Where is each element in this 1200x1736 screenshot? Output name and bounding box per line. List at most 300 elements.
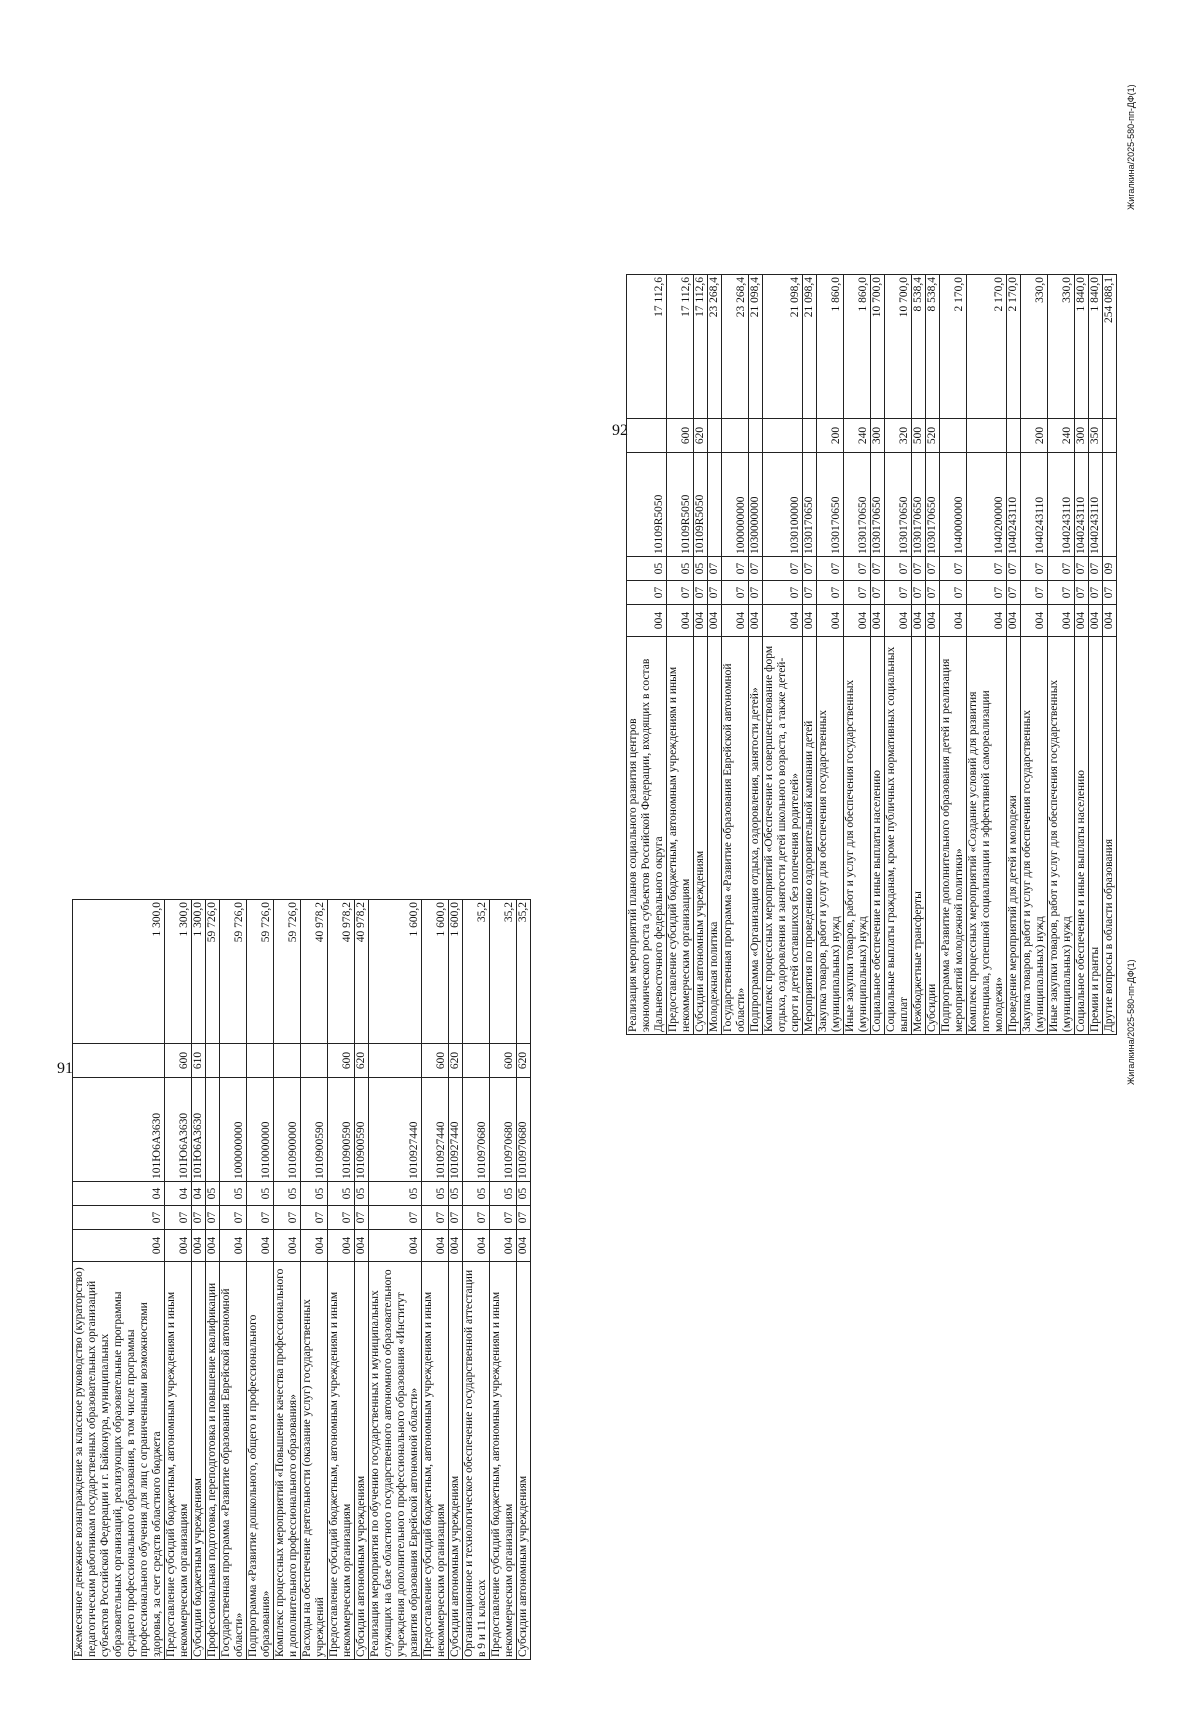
row-name: Премии и гранты	[1089, 637, 1103, 1035]
target-item-code: 1010927440	[449, 1078, 463, 1182]
subsection-code: 05	[301, 1182, 328, 1206]
table-row	[165, 900, 192, 1660]
subsection-code: 05	[369, 1182, 422, 1206]
target-item-code: 1030170650	[844, 453, 871, 557]
expense-type-code: 600	[422, 1044, 449, 1078]
table-row	[926, 275, 940, 1035]
section-code: 07	[355, 1206, 369, 1230]
amount: 21 098,4	[763, 275, 803, 419]
ministry-code: 004	[926, 605, 940, 637]
section-code: 07	[422, 1206, 449, 1230]
subsection-code: 04	[165, 1182, 192, 1206]
table-row	[912, 275, 926, 1035]
target-item-code: 1040000000	[940, 453, 967, 557]
table-row	[1021, 275, 1048, 1035]
target-item-code	[1103, 453, 1117, 557]
target-item-code	[708, 453, 722, 557]
row-name: Комплекс процессных мероприятий «Повышение качества профессионального и дополнительного профессионального образования»	[274, 1262, 301, 1660]
target-item-code: 1030170650	[912, 453, 926, 557]
amount: 2 170,0	[1007, 275, 1021, 419]
expense-type-code	[749, 419, 763, 453]
table-row	[274, 900, 301, 1660]
ministry-code: 004	[220, 1230, 247, 1262]
section-code: 07	[844, 581, 871, 605]
budget-table	[72, 899, 531, 1660]
table-row	[206, 900, 220, 1660]
row-name: Государственная программа «Развитие образования Еврейской автономной области»	[722, 637, 749, 1035]
row-name: Профессиональная подготовка, переподготовка и повышение квалификации	[206, 1262, 220, 1660]
section-code: 07	[192, 1206, 206, 1230]
ministry-code: 004	[247, 1230, 274, 1262]
subsection-code: 09	[1103, 557, 1117, 581]
section-code: 07	[490, 1206, 517, 1230]
expense-type-code	[803, 419, 817, 453]
target-item-code: 1030170650	[871, 453, 885, 557]
budget-table	[626, 274, 1117, 1035]
target-item-code: 1030170650	[817, 453, 844, 557]
subsection-code: 07	[885, 557, 912, 581]
amount: 21 098,4	[749, 275, 763, 419]
section-code: 07	[803, 581, 817, 605]
section-code: 07	[627, 581, 667, 605]
table-row	[449, 900, 463, 1660]
row-name: Субсидии автономным учреждениям	[517, 1262, 531, 1660]
section-code: 07	[885, 581, 912, 605]
amount: 35,2	[517, 900, 531, 1044]
expense-type-code	[206, 1044, 220, 1078]
subsection-code: 07	[803, 557, 817, 581]
target-item-code: 101Ю6А3630	[73, 1078, 165, 1182]
table-row	[192, 900, 206, 1660]
row-name: Субсидии бюджетным учреждениям	[192, 1262, 206, 1660]
page-number: 92	[612, 422, 628, 439]
row-name: Подпрограмма «Развитие дошкольного, общего и профессионального образования»	[247, 1262, 274, 1660]
ministry-code: 004	[1075, 605, 1089, 637]
amount: 40 978,2	[355, 900, 369, 1044]
row-name: Закупка товаров, работ и услуг для обеспечения государственных (муниципальных) нужд	[817, 637, 844, 1035]
expense-type-code	[369, 1044, 422, 1078]
target-item-code: 10109R5050	[667, 453, 694, 557]
expense-type-code	[220, 1044, 247, 1078]
ministry-code: 004	[844, 605, 871, 637]
expense-type-code	[73, 1044, 165, 1078]
expense-type-code	[1103, 419, 1117, 453]
amount: 35,2	[490, 900, 517, 1044]
ministry-code: 004	[1021, 605, 1048, 637]
expense-type-code	[1007, 419, 1021, 453]
subsection-code: 07	[926, 557, 940, 581]
row-name: Комплекс процессных мероприятий «Обеспечение и совершенствование форм отдыха, оздоровления и занятости детей школьного возраста, а также детей-сирот и детей оставшихся без попечения родителей»	[763, 637, 803, 1035]
subsection-code: 04	[192, 1182, 206, 1206]
table-row	[885, 275, 912, 1035]
expense-type-code	[708, 419, 722, 453]
ministry-code: 004	[490, 1230, 517, 1262]
table-row	[817, 275, 844, 1035]
row-name: Предоставление субсидий бюджетным, автономным учреждениям и иным некоммерческим организациям	[328, 1262, 355, 1660]
expense-type-code: 320	[885, 419, 912, 453]
amount: 8 538,4	[912, 275, 926, 419]
section-code: 07	[708, 581, 722, 605]
target-item-code	[206, 1078, 220, 1182]
subsection-code: 05	[355, 1182, 369, 1206]
amount: 1 860,0	[817, 275, 844, 419]
row-name: Ежемесячное денежное вознаграждение за классное руководство (кураторство) педагогическим работникам государственных образовательных организаций субъектов Российской Федерации и г. Байконура, муниципальных образовательных организаций, реализующих образовательные программы среднего профессионального образования, в том числе программы профессионального обучения для лиц с ограниченными возможностями здоровья, за счет средств областного бюджета	[73, 1262, 165, 1660]
amount: 10 700,0	[885, 275, 912, 419]
section-code: 07	[517, 1206, 531, 1230]
section-code: 07	[967, 581, 1007, 605]
section-code: 07	[940, 581, 967, 605]
row-name: Молодежная политика	[708, 637, 722, 1035]
row-name: Иные закупки товаров, работ и услуг для обеспечения государственных (муниципальных) нужд	[844, 637, 871, 1035]
section-code: 07	[274, 1206, 301, 1230]
table-row	[708, 275, 722, 1035]
amount: 330,0	[1021, 275, 1048, 419]
expense-type-code	[247, 1044, 274, 1078]
target-item-code: 1010970680	[490, 1078, 517, 1182]
subsection-code: 07	[749, 557, 763, 581]
ministry-code: 004	[1048, 605, 1075, 637]
section-code: 07	[1048, 581, 1075, 605]
row-name: Другие вопросы в области образования	[1103, 637, 1117, 1035]
section-code: 07	[912, 581, 926, 605]
target-item-code: 1010900590	[301, 1078, 328, 1182]
subsection-code: 07	[940, 557, 967, 581]
ministry-code: 004	[667, 605, 694, 637]
table-row	[694, 275, 708, 1035]
row-name: Предоставление субсидий бюджетным, автономным учреждениям и иным некоммерческим организациям	[422, 1262, 449, 1660]
target-item-code: 1030170650	[885, 453, 912, 557]
target-item-code: 1010000000	[247, 1078, 274, 1182]
row-name: Реализация мероприятия по обучению государственных и муниципальных служащих на базе областного государственного автономного образовательного учреждения дополнительного профессионального образования «Институт развития образования Еврейской автономной области»	[369, 1262, 422, 1660]
section-code: 07	[763, 581, 803, 605]
row-name: Предоставление субсидий бюджетным, автономным учреждениям и иным некоммерческим организациям	[165, 1262, 192, 1660]
table-row	[422, 900, 449, 1660]
amount: 2 170,0	[940, 275, 967, 419]
target-item-code: 1040243110	[1048, 453, 1075, 557]
subsection-code: 07	[967, 557, 1007, 581]
ministry-code: 004	[274, 1230, 301, 1262]
row-name: Расходы на обеспечение деятельности (оказание услуг) государственных учреждений	[301, 1262, 328, 1660]
table-row	[844, 275, 871, 1035]
subsection-code: 05	[694, 557, 708, 581]
table-row	[517, 900, 531, 1660]
ministry-code: 004	[817, 605, 844, 637]
amount: 59 726,0	[220, 900, 247, 1044]
subsection-code: 07	[844, 557, 871, 581]
table-row	[871, 275, 885, 1035]
subsection-code: 07	[722, 557, 749, 581]
table-row	[1007, 275, 1021, 1035]
section-code: 07	[871, 581, 885, 605]
expense-type-code	[463, 1044, 490, 1078]
expense-type-code	[722, 419, 749, 453]
section-code: 07	[722, 581, 749, 605]
ministry-code: 004	[627, 605, 667, 637]
subsection-code: 07	[1075, 557, 1089, 581]
amount: 10 700,0	[871, 275, 885, 419]
section-code: 07	[220, 1206, 247, 1230]
table-row	[301, 900, 328, 1660]
target-item-code: 1030170650	[803, 453, 817, 557]
page-92-table-area	[626, 275, 1156, 1035]
expense-type-code: 620	[694, 419, 708, 453]
row-name: Мероприятия по проведению оздоровительной кампании детей	[803, 637, 817, 1035]
target-item-code: 1010900590	[328, 1078, 355, 1182]
expense-type-code	[940, 419, 967, 453]
table-row	[328, 900, 355, 1660]
expense-type-code	[301, 1044, 328, 1078]
table-row	[1103, 275, 1117, 1035]
ministry-code: 004	[749, 605, 763, 637]
section-code: 07	[165, 1206, 192, 1230]
table-row	[763, 275, 803, 1035]
ministry-code: 004	[940, 605, 967, 637]
ministry-code: 004	[803, 605, 817, 637]
table-row	[749, 275, 763, 1035]
subsection-code: 07	[871, 557, 885, 581]
expense-type-code: 610	[192, 1044, 206, 1078]
ministry-code: 004	[517, 1230, 531, 1262]
table-row	[73, 900, 165, 1660]
row-name: Организационное и технологическое обеспечение государственной аттестации в 9 и 11 классах	[463, 1262, 490, 1660]
subsection-code: 05	[449, 1182, 463, 1206]
ministry-code: 004	[73, 1230, 165, 1262]
section-code: 07	[301, 1206, 328, 1230]
subsection-code: 07	[1048, 557, 1075, 581]
ministry-code: 004	[422, 1230, 449, 1262]
section-code: 07	[369, 1206, 422, 1230]
target-item-code: 10109R5050	[627, 453, 667, 557]
table-row	[1048, 275, 1075, 1035]
table-row	[940, 275, 967, 1035]
subsection-code: 07	[817, 557, 844, 581]
amount: 23 268,4	[708, 275, 722, 419]
expense-type-code: 300	[871, 419, 885, 453]
target-item-code: 1040243110	[1075, 453, 1089, 557]
target-item-code: 101Ю6А3630	[192, 1078, 206, 1182]
table-row	[667, 275, 694, 1035]
row-name: Подпрограмма «Развитие дополнительного образования детей и реализация мероприятий молодежной политики»	[940, 637, 967, 1035]
section-code: 07	[926, 581, 940, 605]
expense-type-code: 520	[926, 419, 940, 453]
section-code: 07	[73, 1206, 165, 1230]
page-91-table-area	[72, 900, 602, 1660]
ministry-code: 004	[885, 605, 912, 637]
row-name: Реализация мероприятий планов социального развития центров экономического роста субъектов Российской Федерации, входящих в состав Дальневосточного федерального округа	[627, 637, 667, 1035]
table-row	[463, 900, 490, 1660]
amount: 59 726,0	[274, 900, 301, 1044]
subsection-code: 05	[220, 1182, 247, 1206]
expense-type-code	[763, 419, 803, 453]
expense-type-code: 600	[165, 1044, 192, 1078]
amount: 1 840,0	[1089, 275, 1103, 419]
amount: 21 098,4	[803, 275, 817, 419]
subsection-code: 05	[463, 1182, 490, 1206]
expense-type-code	[274, 1044, 301, 1078]
ministry-code: 004	[369, 1230, 422, 1262]
row-name: Социальные выплаты гражданам, кроме публичных нормативных социальных выплат	[885, 637, 912, 1035]
target-item-code: 1040243110	[1089, 453, 1103, 557]
amount: 40 978,2	[328, 900, 355, 1044]
subsection-code: 07	[912, 557, 926, 581]
ministry-code: 004	[463, 1230, 490, 1262]
table-row	[803, 275, 817, 1035]
ministry-code: 004	[1103, 605, 1117, 637]
ministry-code: 004	[206, 1230, 220, 1262]
table-row	[490, 900, 517, 1660]
amount: 17 112,6	[694, 275, 708, 419]
subsection-code: 05	[247, 1182, 274, 1206]
expense-type-code	[967, 419, 1007, 453]
ministry-code: 004	[449, 1230, 463, 1262]
ministry-code: 004	[301, 1230, 328, 1262]
table-row	[1089, 275, 1103, 1035]
target-item-code: 1030000000	[749, 453, 763, 557]
target-item-code: 1010927440	[422, 1078, 449, 1182]
section-code: 07	[206, 1206, 220, 1230]
expense-type-code: 600	[328, 1044, 355, 1078]
ministry-code: 004	[967, 605, 1007, 637]
expense-type-code: 300	[1075, 419, 1089, 453]
expense-type-code	[627, 419, 667, 453]
table-row	[627, 275, 667, 1035]
target-item-code: 1010900590	[355, 1078, 369, 1182]
ministry-code: 004	[165, 1230, 192, 1262]
ministry-code: 004	[1089, 605, 1103, 637]
expense-type-code: 240	[844, 419, 871, 453]
ministry-code: 004	[355, 1230, 369, 1262]
expense-type-code: 620	[355, 1044, 369, 1078]
subsection-code: 04	[73, 1182, 165, 1206]
table-row	[355, 900, 369, 1660]
target-item-code: 1000000000	[220, 1078, 247, 1182]
row-name: Социальное обеспечение и иные выплаты населению	[1075, 637, 1089, 1035]
row-name: Иные закупки товаров, работ и услуг для обеспечения государственных (муниципальных) нужд	[1048, 637, 1075, 1035]
ministry-code: 004	[722, 605, 749, 637]
amount: 35,2	[463, 900, 490, 1044]
expense-type-code: 240	[1048, 419, 1075, 453]
subsection-code: 07	[1089, 557, 1103, 581]
section-code: 07	[1075, 581, 1089, 605]
subsection-code: 05	[490, 1182, 517, 1206]
section-code: 07	[1103, 581, 1117, 605]
section-code: 07	[449, 1206, 463, 1230]
amount: 17 112,6	[667, 275, 694, 419]
ministry-code: 004	[708, 605, 722, 637]
target-item-code: 1040243110	[1021, 453, 1048, 557]
subsection-code: 05	[422, 1182, 449, 1206]
amount: 8 538,4	[926, 275, 940, 419]
amount: 2 170,0	[967, 275, 1007, 419]
section-code: 07	[667, 581, 694, 605]
row-name: Проведение мероприятий для детей и молодежи	[1007, 637, 1021, 1035]
document-footer: Жигалкина/2025-580-пп-ДФ(1)	[1126, 84, 1136, 210]
target-item-code: 1010970680	[463, 1078, 490, 1182]
row-name: Предоставление субсидий бюджетным, автономным учреждениям и иным некоммерческим организациям	[490, 1262, 517, 1660]
section-code: 07	[328, 1206, 355, 1230]
amount: 1 860,0	[844, 275, 871, 419]
expense-type-code: 200	[1021, 419, 1048, 453]
table-row	[967, 275, 1007, 1035]
row-name: Комплекс процессных мероприятий «Создание условий для развития потенциала, успешной социализации и эффективной самореализации молодежи»	[967, 637, 1007, 1035]
target-item-code: 1010927440	[369, 1078, 422, 1182]
expense-type-code: 620	[517, 1044, 531, 1078]
amount: 59 726,0	[206, 900, 220, 1044]
amount: 59 726,0	[247, 900, 274, 1044]
target-item-code: 1040200000	[967, 453, 1007, 557]
subsection-code: 05	[517, 1182, 531, 1206]
target-item-code: 1010970680	[517, 1078, 531, 1182]
expense-type-code: 350	[1089, 419, 1103, 453]
amount: 1 600,0	[449, 900, 463, 1044]
section-code: 07	[1089, 581, 1103, 605]
subsection-code: 05	[627, 557, 667, 581]
document-footer: Жигалкина/2025-580-пп-ДФ(1)	[1126, 959, 1136, 1085]
row-name: Субсидии автономным учреждениям	[449, 1262, 463, 1660]
row-name: Подпрограмма «Организация отдыха, оздоровления, занятости детей»	[749, 637, 763, 1035]
subsection-code: 07	[708, 557, 722, 581]
row-name: Субсидии	[926, 637, 940, 1035]
expense-type-code: 600	[490, 1044, 517, 1078]
table-row	[369, 900, 422, 1660]
amount: 17 112,6	[627, 275, 667, 419]
amount: 330,0	[1048, 275, 1075, 419]
subsection-code: 07	[763, 557, 803, 581]
subsection-code: 05	[328, 1182, 355, 1206]
row-name: Межбюджетные трансферты	[912, 637, 926, 1035]
amount: 1 300,0	[73, 900, 165, 1044]
target-item-code: 10109R5050	[694, 453, 708, 557]
ministry-code: 004	[1007, 605, 1021, 637]
amount: 40 978,2	[301, 900, 328, 1044]
subsection-code: 07	[1007, 557, 1021, 581]
expense-type-code: 600	[667, 419, 694, 453]
row-name: Государственная программа «Развитие образования Еврейской автономной области»	[220, 1262, 247, 1660]
ministry-code: 004	[328, 1230, 355, 1262]
section-code: 07	[749, 581, 763, 605]
page-number: 91	[57, 1060, 73, 1077]
target-item-code: 1030100000	[763, 453, 803, 557]
target-item-code: 1030170650	[926, 453, 940, 557]
ministry-code: 004	[871, 605, 885, 637]
target-item-code: 101Ю6А3630	[165, 1078, 192, 1182]
ministry-code: 004	[694, 605, 708, 637]
section-code: 07	[694, 581, 708, 605]
subsection-code: 05	[667, 557, 694, 581]
amount: 1 300,0	[192, 900, 206, 1044]
target-item-code: 1040243110	[1007, 453, 1021, 557]
expense-type-code: 500	[912, 419, 926, 453]
expense-type-code: 200	[817, 419, 844, 453]
row-name: Закупка товаров, работ и услуг для обеспечения государственных (муниципальных) нужд	[1021, 637, 1048, 1035]
ministry-code: 004	[912, 605, 926, 637]
table-row	[1075, 275, 1089, 1035]
ministry-code: 004	[192, 1230, 206, 1262]
amount: 254 088,1	[1103, 275, 1117, 419]
amount: 1 300,0	[165, 900, 192, 1044]
table-row	[722, 275, 749, 1035]
section-code: 07	[1007, 581, 1021, 605]
target-item-code: 1010900000	[274, 1078, 301, 1182]
section-code: 07	[247, 1206, 274, 1230]
section-code: 07	[817, 581, 844, 605]
subsection-code: 07	[1021, 557, 1048, 581]
table-row	[247, 900, 274, 1660]
row-name: Предоставление субсидий бюджетным, автономным учреждениям и иным некоммерческим организациям	[667, 637, 694, 1035]
subsection-code: 05	[274, 1182, 301, 1206]
ministry-code: 004	[763, 605, 803, 637]
amount: 1 600,0	[422, 900, 449, 1044]
